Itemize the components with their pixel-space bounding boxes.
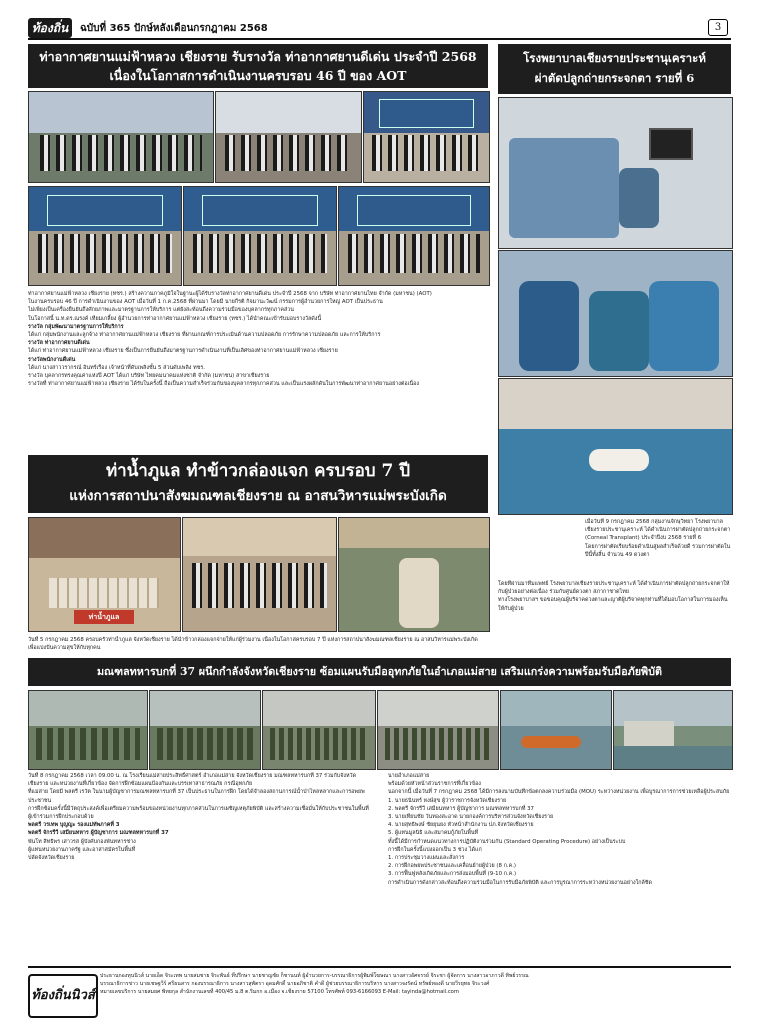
hospital-caption-line: เมื่อวันที่ 9 กรกฎาคม 2568 กลุ่มงานจักษุวิทยา โรงพยาบาลเชียงรายประชานุเคราะห์ ได้ดำเนินการผ่าตัดปลูกถ่ายกระจกตา (Corneal Transplant) ประจำปีงบ 2568 รายที่ 6: [585, 519, 731, 542]
temple-sign: ท่าน้ำภูแล: [74, 610, 134, 624]
military-list-item: 2. พลตรี จักรรีวี เสมียนทหาร ผู้บัญชาการ มณฑลทหารบกที่ 37: [388, 805, 534, 812]
surgery-photo: [498, 250, 733, 377]
hospital-paragraph: โดยที่ผ่านมาทีมแพทย์ โรงพยาบาลเชียงรายประชานุเคราะห์ ได้ดำเนินการผ่าตัดปลูกถ่ายกระจกตาให้กับผู้ป่วยอย่างต่อเนื่อง ร่วมกับศูนย์ดวงตา สภากาชาดไทย: [498, 581, 730, 596]
aot-photo: [215, 91, 362, 183]
aot-award-title: รางวัลพนักงานดีเด่น: [28, 356, 76, 363]
military-list-item: 3. นายเทียนชัย วันทองสะอาด นายกองค์การบริหารส่วนจังหวัดเชียงราย: [388, 814, 554, 821]
military-photo: [500, 690, 612, 770]
hospital-headline-line1: โรงพยาบาลเชียงรายประชานุเคราะห์: [523, 51, 706, 65]
hospital-headline: [498, 44, 731, 94]
hospital-caption: [585, 518, 731, 576]
footer-line: บรรณาธิการข่าว นายเชษฐวีร์ ศรีธนสาร กองบรรณาธิการ นางสาวสุพัตรา อุดมศักดิ์ นายอภิชาติ คำดี ผู้ช่วยบรรณาธิการบริหาร นางสาวจงรัตน์ ทรัพย์ทองดี นายวีรยุทธ จิระวงศ์: [100, 981, 490, 987]
aot-photo: [183, 186, 337, 286]
military-paragraph: การดำเนินการดังกล่าวสะท้อนถึงความร่วมมือในการรับมือภัยพิบัติ และการบูรณาการระหว่างหน่วยงานอย่างใกล้ชิด: [388, 879, 653, 886]
aot-headline-line1: ท่าอากาศยานแม่ฟ้าหลวง เชียงราย รับรางวัล ท่าอากาศยานดีเด่น ประจำปี 2568: [39, 49, 477, 64]
military-paragraph: การฝึกในครั้งนี้แบ่งออกเป็น 3 ช่วง ได้แก่: [388, 846, 482, 853]
military-body-col1: [28, 772, 371, 962]
military-list-item: พลตรี วรเทพ บุญญะ รองแม่ทัพภาคที่ 3: [28, 822, 120, 829]
military-photo: [28, 690, 148, 770]
temple-photo: [338, 517, 490, 632]
military-paragraph: ที่แม่สาย โดยมี พลตรี เรวัต ในนามผู้บัญชาการมณฑลทหารบกที่ 37 เป็นประธานในการฝึก โดยได้จำลองสถานการณ์น้ำป่าไหลหลากและการอพยพประชาชน: [28, 789, 365, 804]
military-headline-text: มณฑลทหารบกที่ 37 ผนึกกำลังจังหวัดเชียงราย ซ้อมแผนรับมืออุทกภัยในอำเภอแม่สาย เสริมแกร่งความพร้อมรับมือภัยพิบัติ: [96, 665, 663, 678]
military-list-item: 4. นายสุทธิพงษ์ ชัยยุนยง หัวหน้าสำนักงาน ปภ.จังหวัดเชียงราย: [388, 822, 534, 829]
military-list-item: 1. นายธนินทร์ หงษ์สุข ผู้ว่าราชการจังหวัดเชียงราย: [388, 797, 507, 804]
military-list-item: พลตรี จักรรีวี เสมียนทหาร ผู้บัญชาการ มณฑลทหารบกที่ 37: [28, 830, 169, 837]
military-paragraph: ทั้งนี้ได้มีการกำหนดแนวทางการปฏิบัติงานร่วมกัน (Standard Operating Procedure) อย่างเป็นระบบ: [388, 838, 626, 845]
aot-award-title: รางวัล ท่าอากาศยานดีเด่น: [28, 340, 90, 347]
aot-photo: [338, 186, 490, 286]
military-list-item: 1. การประชุมวางแผนและสั่งการ: [388, 855, 465, 862]
aot-paragraph: ไม่เพียงเป็นเครื่องยืนยันถึงศักยภาพและมาตรฐานการให้บริการ แต่ยังสะท้อนถึงความร่วมมือของบุคลากรทุกภาคส่วน: [28, 307, 294, 314]
surgery-photo: [498, 378, 733, 515]
masthead-logo: ท้องถิ่น: [28, 18, 72, 38]
aot-photo: [363, 91, 490, 183]
aot-paragraph: ได้แก่ ท่าอากาศยานแม่ฟ้าหลวง เชียงราย ซึ่งเป็นการยืนยันถึงมาตรฐานการดำเนินงานที่เป็นเลิศของท่าอากาศยานแม่ฟ้าหลวง เชียงราย: [28, 348, 338, 355]
issue-label: ฉบับที่ 365 ปักษ์หลังเดือนกรกฎาคม 2568: [80, 23, 268, 34]
hospital-caption-line: โดยการผ่าตัดเรียบร้อยดำเนินสู่ผลสำเร็จด้วยดี รวมการผ่าตัดในปีนี้ทั้งสิ้น จำนวน 49 ดวงตา: [585, 543, 731, 558]
military-paragraph: วันที่ 8 กรกฎาคม 2568 เวลา 09.00 น. ณ โรงเรียนแม่สายประสิทธิ์ศาสตร์ อำเภอแม่สาย จังหวัดเชียงราย มณฑลทหารบกที่ 37 ร่วมกับจังหวัดเชียงราย และหน่วยงานที่เกี่ยวข้อง จัดการฝึกซ้อมแผนป้องกันและบรรเทาสาธารณภัย กรณีอุทกภัย: [28, 773, 357, 788]
aot-headline-line2: เนื่องในโอกาสการดำเนินงานครบรอบ 46 ปี ของ AOT: [109, 68, 407, 83]
military-list-item: 5. ผู้แทนมูลนิธิ และสมาคมกู้ภัยในพื้นที่: [388, 830, 479, 837]
military-paragraph: นอกจากนี้ เมื่อวันที่ 7 กรกฎาคม 2568 ได้มีการลงนามบันทึกข้อตกลงความร่วมมือ (MOU) ระหว่างหน่วยงาน เพื่อบูรณาการการช่วยเหลือผู้ประสบภัย: [388, 789, 730, 796]
aot-paragraph: รางวัล บุคลากรทรงคุณค่าแห่งปี AOT ได้แก่ บริษัท ไทยคมนาคมแห่งชาติ จำกัด (มหาชน) สาขาเชียงราย: [28, 373, 270, 380]
footer-logo: ท้องถิ่นนิวส์: [28, 974, 98, 1018]
temple-headline-line1: ท่าน้ำภูแล ทำข้าวกล่องแจก ครบรอบ 7 ปี: [105, 461, 411, 481]
temple-photo: [182, 517, 337, 632]
hospital-paragraph: ทางโรงพยาบาลฯ ขอขอบคุณผู้บริจาคดวงตาและญาติผู้บริจาคทุกท่านที่ได้มอบโอกาสในการมองเห็นให้กับผู้ป่วย: [498, 597, 728, 612]
military-photo: [262, 690, 376, 770]
military-list-item: ผู้แทนหน่วยงานภาครัฐ และอาสาสมัครในพื้นที่: [28, 846, 136, 853]
aot-paragraph: ในโอกาสนี้ น.ท.ดร.ณรงค์ เทียมเกลี้ยง ผู้อำนวยการท่าอากาศยานแม่ฟ้าหลวง เชียงราย (ทชร.) ได้นำคณะเข้ารับมอบรางวัลดังนี้: [28, 315, 322, 322]
aot-photo: [28, 186, 182, 286]
military-paragraph: การฝึกซ้อมครั้งนี้มีวัตถุประสงค์เพื่อเตรียมความพร้อมของหน่วยงานทุกภาคส่วนในการเผชิญเหตุภัยพิบัติ และสร้างความเชื่อมั่นให้กับประชาชนในพื้นที่: [28, 805, 369, 812]
aot-paragraph: ได้แก่ กลุ่มพนักงานและลูกจ้าง ท่าอากาศยานแม่ฟ้าหลวง เชียงราย ที่ผ่านเกณฑ์การประเมินด้านความปลอดภัย การรักษาความปลอดภัย และการให้บริการ: [28, 332, 381, 339]
hospital-body: [498, 580, 731, 628]
page-number: 3: [708, 19, 728, 36]
military-paragraph: ผู้เข้าร่วมการฝึกประกอบด้วย: [28, 814, 94, 821]
aot-headline: [28, 44, 488, 88]
aot-body: [28, 290, 488, 448]
hospital-headline-line2: ผ่าตัดปลูกถ่ายกระจกตา รายที่ 6: [534, 71, 695, 85]
temple-headline: [28, 455, 488, 513]
page-footer: [28, 966, 731, 1020]
aot-award-title: รางวัล กลุ่มพัฒนามาตรฐานการให้บริการ: [28, 323, 124, 330]
military-photo: [149, 690, 261, 770]
temple-headline-line2: แห่งการสถาปนาสังฆมณฑลเชียงราย ณ อาสนวิหารแม่พระบังเกิด: [69, 488, 447, 504]
aot-paragraph: รางวัลที่ ท่าอากาศยานแม่ฟ้าหลวง เชียงราย ได้รับในครั้งนี้ ถือเป็นความสำเร็จร่วมกันของบุคลากรทุกภาคส่วน และเป็นแรงผลักดันในการพัฒนาท่าอากาศยานอย่างต่อเนื่อง: [28, 381, 420, 388]
military-paragraph: นายอำเภอแม่สาย: [388, 773, 430, 779]
aot-paragraph: ได้แก่ นางสาววรากรณ์ อินทร์เรือง เจ้าหน้าที่ดับเพลิงชั้น 5 ส่วนดับเพลิง ทชร.: [28, 364, 205, 371]
aot-paragraph: ในงานครบรอบ 46 ปี การดำเนินงานของ AOT เมื่อวันที่ 1 ก.ค.2568 ที่ผ่านมา โดยมี นายกีรติ กิจมานะวัฒน์ กรรมการผู้อำนวยการใหญ่ AOT เป็นประธาน: [28, 299, 383, 306]
header-rule: [28, 38, 731, 40]
military-list-item: 2. การฝึกอพยพประชาชนและเคลื่อนย้ายผู้ป่วย (8 ก.ค.): [388, 863, 517, 870]
footer-line: หมายเลขบริการ นายสมยศ พิทยกุล สำนักงานเลขที่ 400/45 ม.8 ต.ริมกก อ.เมือง จ.เชียงราย 57100 โทรศัพท์ 093-6166093 E-Mail: tayinda@hotmail.com: [100, 989, 459, 995]
surgery-photo: [498, 97, 733, 249]
military-photo: [377, 690, 499, 770]
temple-photo: [28, 517, 181, 632]
military-list-item: 3. การฟื้นฟูหลังเกิดภัยและการส่งมอบพื้นที่ (9-10 ก.ค.): [388, 871, 517, 878]
aot-photo: [28, 91, 214, 183]
footer-credits: [100, 972, 730, 996]
military-paragraph: พร้อมด้วยหัวหน้าส่วนราชการที่เกี่ยวข้อง: [388, 781, 481, 788]
temple-caption: วันที่ 5 กรกฎาคม 2568 ครอบครัวท่าน้ำภูแล จังหวัดเชียงราย ได้นำข้าวกล่องแจกจ่ายให้แก่ผู้ร่วมงาน เนื่องในโอกาสครบรอบ 7 ปี แห่งการสถาปนาสังฆมณฑลเชียงราย ณ อาสนวิหารแม่พระบังเกิด เพื่อแบ่งปันความสุขให้กับทุกคน: [28, 637, 478, 652]
page-header: [0, 0, 759, 42]
military-list-item: พันโท สิทธิพร เสาวรส ผู้บังคับกองพันทหารช่าง: [28, 838, 136, 845]
military-headline: [28, 658, 731, 686]
military-list-item: ปลัดจังหวัดเชียงราย: [28, 855, 75, 862]
aot-paragraph: ท่าอากาศยานแม่ฟ้าหลวง เชียงราย (ทชร.) สร้างความภาคภูมิใจในฐานะผู้ได้รับรางวัลท่าอากาศยานดีเด่น ประจำปี 2568 จาก บริษัท ท่าอากาศยานไทย จำกัด (มหาชน) (AOT): [28, 291, 432, 297]
footer-line: ประธานกองทุนนิวส์ นายเอ็ด จิระเทพ นายสมชาย จิระพันธ์ ที่ปรึกษา นายชาญชัย ก็ชานนท์ ผู้อำนวยการ-บรรณาธิการผู้พิมพ์โฆษณา นางสาวอัศจรรย์ จิระชา ผู้จัดการ นางสาวอาภาวดี ทิพย์วรรณ: [100, 973, 529, 979]
military-body-col2: [388, 772, 731, 962]
military-photo: [613, 690, 733, 770]
